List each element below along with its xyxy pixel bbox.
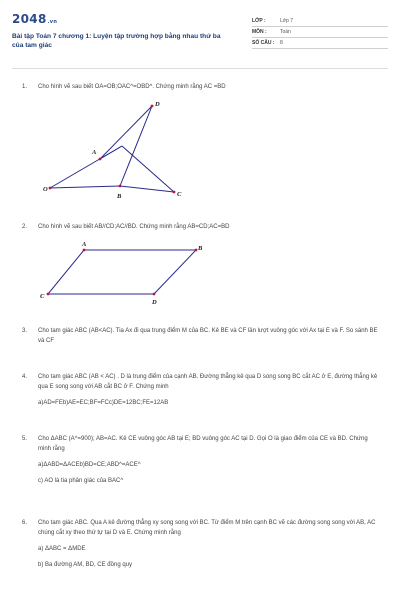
question-5-part-c: c) AO là tia phân giác của BAC^: [38, 478, 124, 484]
question-6-part-b: b) Ba đường AM, BD, CE đồng quy: [38, 562, 132, 568]
meta-row-subject: MÔN : Toán: [252, 27, 388, 38]
meta-row-count: SỐ CÂU : 8: [252, 38, 388, 49]
question-1: 1. Cho hình vẽ sau biết OA=OB;OAC^=OBD^. Chứng minh rằng AC =BD: [22, 84, 226, 90]
site-logo[interactable]: 2048.vn: [12, 12, 58, 26]
question-6: 6. Cho tam giác ABC. Qua A kẻ đường thẳng xy song song với BC. Từ điểm M trên cạnh BC vẽ các đường song song với AB, AC chúng cắt xy theo thứ tự tại D và E. Chứng minh rằng a) ΔABC = ΔMDE b) Ba đường AM, BD, CE đồng quy: [22, 518, 382, 570]
fig2-segment-ac: [48, 250, 84, 294]
fig2-segment-bd: [154, 250, 196, 294]
fig1-segment-ob: [50, 186, 120, 188]
question-2: 2. Cho hình vẽ sau biết AB//CD;AC//BD. Chứng minh rằng AB=CD;AC=BD: [22, 224, 230, 230]
figure-2: [36, 238, 216, 308]
fig1-label-d: D: [155, 101, 160, 108]
meta-row-grade: LỚP : Lớp 7: [252, 16, 388, 27]
fig2-point-d: [153, 293, 156, 296]
meta-table: [252, 16, 388, 49]
fig1-label-o: O: [43, 186, 48, 193]
fig1-label-c: C: [177, 191, 182, 198]
fig2-point-b: [195, 249, 198, 252]
fig1-segment-bc: [120, 186, 174, 192]
question-4-part-a: a)AD=FEb)AE=EC;BF=FCc)DE=12BC;FE=12AB: [38, 400, 169, 406]
fig1-segment-a-d: [100, 106, 152, 159]
fig2-label-a: A: [82, 241, 87, 248]
document-title: Bài tập Toán 7 chương 1: Luyện tập trường hợp bằng nhau thứ ba của tam giác: [12, 33, 221, 49]
fig1-segment-ac: [122, 146, 174, 192]
fig2-label-c: C: [40, 293, 45, 300]
fig2-label-b: B: [198, 245, 203, 252]
fig1-label-b: B: [117, 193, 122, 200]
question-5-part-ab: a)ΔABD=ΔACEb)BD=CE;ABD^=ACE^: [38, 462, 141, 468]
question-4: 4. Cho tam giác ABC (AB < AC) . D là trung điểm của cạnh AB. Đường thẳng kẻ qua D song song BC cắt AC ở E, đường thẳng kẻ qua E song song với AB cắt BC ở F. Chứng minh a)AD=FEb)AE=EC;BF=FCc)DE=12BC;FE=12AB: [22, 372, 382, 408]
fig2-point-a: [83, 249, 86, 252]
figure-1: [30, 96, 190, 208]
fig1-point-o: [49, 187, 52, 190]
fig1-label-a: A: [92, 149, 97, 156]
fig2-point-c: [47, 293, 50, 296]
fig2-label-d: D: [152, 299, 157, 306]
fig1-point-d: [151, 105, 154, 108]
question-3: 3. Cho tam giác ABC (AB<AC). Tia Ax đi qua trung điểm M của BC. Kẻ BE và CF lần lượt vuông góc với Ax tại E và F. So sánh BE và CF: [22, 328, 378, 344]
document-header: [12, 12, 388, 64]
question-5: 5. Cho ΔABC (A^=900); AB=AC. Kẻ CE vuông góc AB tại E; BD vuông góc AC tại D. Gọi O là giao điểm của CE và BD. Chứng minh rằng a)ΔABD=ΔACEb)BD=CE;ABD^=ACE^ c) AO là tia phân giác của BAC^: [22, 434, 382, 486]
fig1-segment-bd: [120, 106, 152, 186]
question-6-part-a: a) ΔABC = ΔMDE: [38, 546, 86, 552]
fig1-point-b: [119, 185, 122, 188]
fig1-point-c: [173, 191, 176, 194]
header-divider: [12, 68, 388, 69]
fig1-point-a: [99, 158, 102, 161]
